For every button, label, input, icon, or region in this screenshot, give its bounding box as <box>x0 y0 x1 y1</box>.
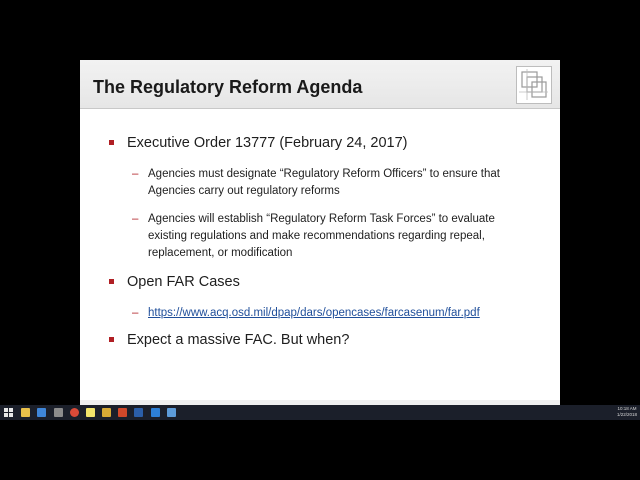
square-bullet-icon <box>109 337 114 342</box>
word-icon[interactable] <box>134 408 143 417</box>
dash-bullet-icon: – <box>132 307 139 319</box>
chrome-icon[interactable] <box>70 408 79 417</box>
slide-header <box>80 60 560 109</box>
slide-body: Executive Order 13777 (February 24, 2017) – Agencies must designate “Regulatory Reform Officers” to ensure that Agencies carry out regulatory reforms – Agencies will establish “Regulatory Reform Task Forces” to evaluate existing regulations and make recommendations regarding repeal, replacement, or modification Open FAR Cases – https://www.acq.osd.mil/dpap/dars/opencases/farcasenum/far.pdf Expect a massive FAC. But when? <box>80 108 560 405</box>
dash-bullet-icon: – <box>132 168 139 180</box>
folder-icon[interactable] <box>102 408 111 417</box>
taskbar <box>0 405 640 420</box>
square-bullet-icon <box>109 140 114 145</box>
far-cases-link[interactable]: https://www.acq.osd.mil/dpap/dars/opencases/farcasenum/far.pdf <box>148 307 480 319</box>
task-view-icon[interactable] <box>54 408 63 417</box>
store-icon[interactable] <box>37 408 46 417</box>
edge-icon[interactable] <box>151 408 160 417</box>
logo-icon <box>516 66 552 104</box>
settings-icon[interactable] <box>167 408 176 417</box>
slide-title: The Regulatory Reform Agenda <box>93 77 363 97</box>
system-clock[interactable]: 10:18 AM 1/22/2018 <box>616 406 637 417</box>
presentation-slide <box>80 60 560 405</box>
powerpoint-icon[interactable] <box>118 408 127 417</box>
square-bullet-icon <box>109 279 114 284</box>
sticky-notes-icon[interactable] <box>86 408 95 417</box>
start-icon[interactable] <box>4 408 13 417</box>
dash-bullet-icon: – <box>132 213 139 225</box>
file-explorer-icon[interactable] <box>21 408 30 417</box>
